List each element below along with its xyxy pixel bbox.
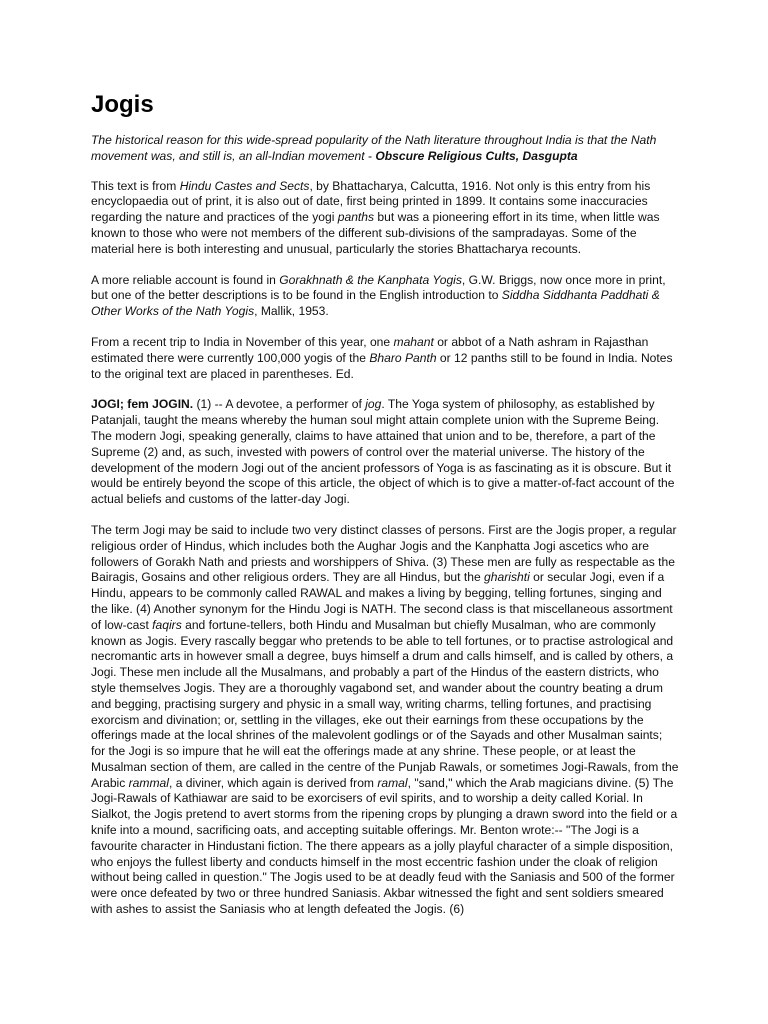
text-segment: The term Jogi may be said to include two very distinct classes of persons. First are the Jogis proper, a regular religious order of Hindus, which includes both the Aughar Jogis and the Kanphatta Jogi ascetics who are followers of Gorakh Nath and priests and worshippers of Shiva. (3) These men are fully as respectable as the Bairagis, Gosains and other religious orders. They are all Hindus, but the <box>91 522 677 585</box>
text-segment: but was a pioneering effort in its time, when little was known to those who were not members of the different sub-divisions of the sampradayas. Some of the material here is both interesting and unusual, particularly the stories Bhattacharya recounts. <box>91 210 660 256</box>
book-title: Siddha Siddhanta Paddhati & Other Works of the Nath Yogis <box>91 288 660 319</box>
text-segment: and fortune-tellers, both Hindu and Musalman but chiefly Musalman, who are commonly known as Jogis. Every rascally beggar who pretends to be able to tell fortunes, or to practise astrological and necromantic arts in however small a degree, buys himself a drum and calls himself, and is called by others, a Jogi. These men include all the Musalmans, and probably a part of the Hindus of the eastern districts, who style themselves Jogis. They are a thoroughly vagabond set, and wander about the country beating a drum and begging, practising surgery and physic in a small way, writing charms, telling fortunes, and practising exorcism and divination; or, settling in the villages, eke out their earnings from these occupations by the offerings made at the local shrines of the malevolent godlings or of the Sayads and other Musalman saints; for the Jogi is so impure that he will eat the offerings made at any shrine. These people, or at least the Musalman section of them, are called in the centre of the Punjab Rawals, or sometimes Jogi-Rawals, from the Arabic <box>91 617 679 790</box>
page-title: Jogis <box>91 91 154 118</box>
term: ramal <box>377 775 408 790</box>
text-segment: or secular Jogi, even if a Hindu, appears to be commonly called RAWAL and makes a living by begging, telling fortunes, singing and the like. (4) Another synonym for the Hindu Jogi is NATH. The second class is that miscellaneous assortment of low-cast <box>91 570 673 632</box>
epigraph-source: Obscure Religious Cults, Dasgupta <box>375 148 578 163</box>
text-segment: From a recent trip to India in November of this year, one <box>91 334 394 349</box>
text-segment: , a diviner, which again is derived from <box>168 775 378 790</box>
book-title: Hindu Castes and Sects <box>179 178 310 193</box>
term: panths <box>337 210 375 225</box>
text-segment: , by Bhattacharya, Calcutta, 1916. Not only is this entry from his encyclopaedia out of print, it is also out of date, first being printed in 1899. It contains some inaccuracies regarding the nature and practices of the yogi <box>91 178 651 225</box>
term: mahant <box>393 334 434 349</box>
epigraph-quote <box>91 133 679 165</box>
term: faqirs <box>152 617 182 632</box>
text-segment: , "sand," which the Arab magicians divine. (5) The Jogi-Rawals of Kathiawar are said to be exorcisers of evil spirits, and to worship a deity called Korial. In Sialkot, the Jogis pretend to avert storms from the ripening crops by plunging a drawn sword into the field or a knife into a mound, sacrificing oats, and accepting suitable offerings. Mr. Benton wrote:-- "The Jogi is a favourite character in Hindustani fiction. The there appears as a jolly playful character of a simple disposition, who enjoys the fullest liberty and conducts himself in the most eccentric fashion under the cloak of religion without being called in question." The Jogis used to be at deadly feud with the Saniasis and 500 of the former were once defeated by two or three hundred Saniasis. Akbar witnessed the fight and sent soldiers smeared with ashes to assist the Saniasis who at length defeated the Jogis. (6) <box>91 775 678 917</box>
entry-headword: JOGI; fem JOGIN. <box>91 397 194 412</box>
text-segment: , Mallik, 1953. <box>254 304 329 319</box>
term: Bharo Panth <box>369 350 437 365</box>
text-segment: A more reliable account is found in <box>91 272 280 287</box>
text-segment: or 12 panths still to be found in India. Notes to the original text are placed in parentheses. Ed. <box>91 350 673 381</box>
paragraph-recent-trip <box>91 335 679 382</box>
document-page <box>91 88 679 933</box>
paragraph-two-classes <box>91 523 679 918</box>
text-segment: or abbot of a Nath ashram in Rajasthan estimated there were currently 100,000 yogis of the <box>91 334 649 365</box>
term: gharishti <box>484 570 530 585</box>
paragraph-reliable-account <box>91 273 679 320</box>
paragraph-source-note <box>91 179 679 258</box>
text-segment: This text is from <box>91 178 180 193</box>
book-title: Gorakhnath & the Kanphata Yogis <box>279 272 462 287</box>
term: rammal <box>128 775 169 790</box>
text-segment: , G.W. Briggs, now once more in print, but one of the better descriptions is to be found in the English introduction to <box>91 272 666 303</box>
text-segment: (1) -- A devotee, a performer of <box>193 397 366 412</box>
epigraph-text: The historical reason for this wide-spread popularity of the Nath literature throughout India is that the Nath movement was, and still is, an all-Indian movement - <box>91 133 657 163</box>
paragraph-jogi-definition <box>91 397 679 508</box>
text-segment: . The Yoga system of philosophy, as established by Patanjali, taught the means whereby the human soul might attain complete union with the Supreme Being. The modern Jogi, speaking generally, claims to have attained that union and to be, therefore, a part of the Supreme (2) and, as such, invested with powers of control over the material universe. The history of the development of the modern Jogi out of the ancient professors of Yoga is as fascinating as it is obscure. But it would be entirely beyond the scope of this article, the object of which is to give a matter-of-fact account of the actual beliefs and customs of the latter-day Jogi. <box>91 397 675 507</box>
term: jog <box>365 397 382 412</box>
